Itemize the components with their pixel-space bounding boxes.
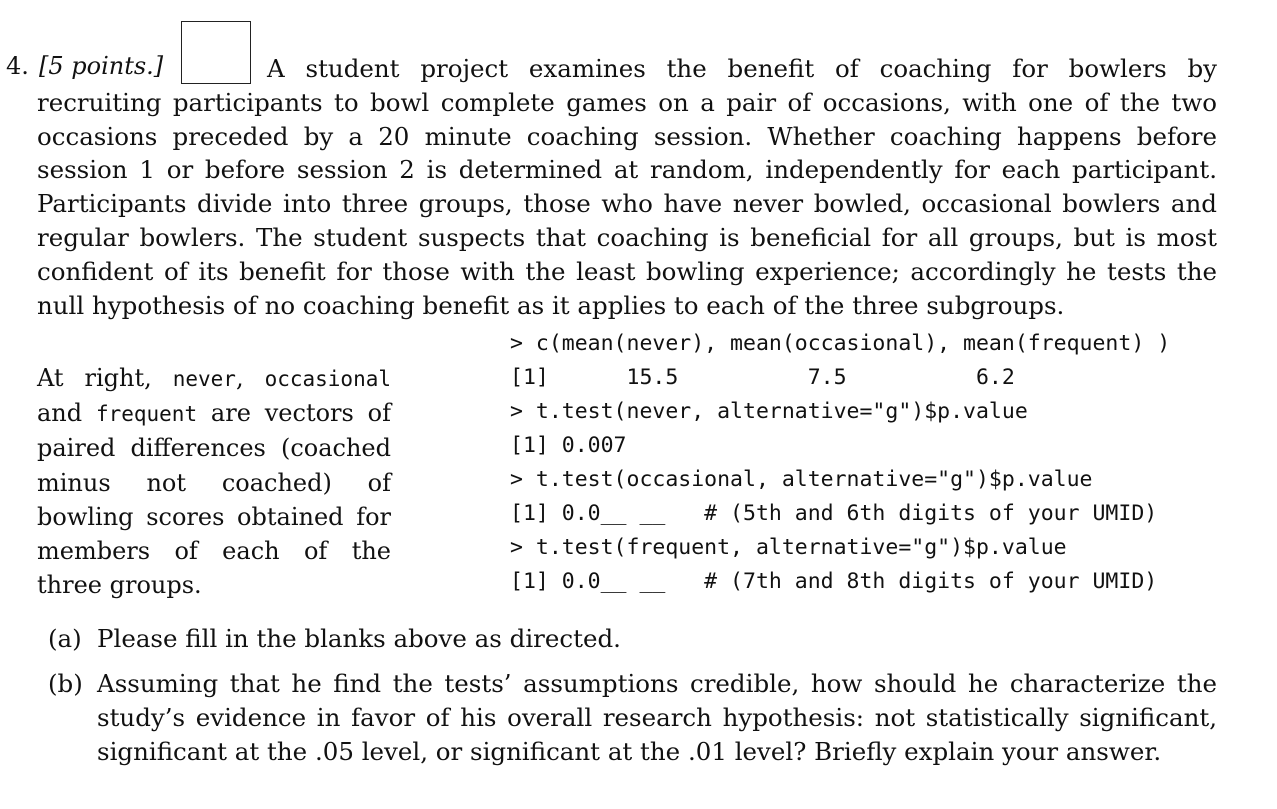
part-b-label: (b) bbox=[48, 669, 83, 698]
side-note bbox=[37, 361, 391, 602]
part-b-text: Assuming that he find the tests’ assumptions credible, how should he characterize the study’s evidence in favor of his overall research hypothesis: not statistically significant, significant at the .05 level, or significant at the .01 level? Briefly explain your answer. bbox=[97, 669, 1217, 766]
side-note-text-1: At right, bbox=[37, 364, 173, 392]
variable-frequent: frequent bbox=[95, 402, 198, 427]
part-a bbox=[48, 622, 1218, 656]
code-line-blank-7-8[interactable]: [1] 0.0__ __ # (7th and 8th digits of your UMID) bbox=[510, 569, 1158, 594]
side-note-text-2: , bbox=[235, 364, 265, 392]
code-line: > c(mean(never), mean(occasional), mean(frequent) ) bbox=[510, 331, 1171, 356]
code-line: [1] 0.007 bbox=[510, 433, 627, 458]
question-number: 4. bbox=[6, 52, 29, 80]
variable-never: never bbox=[172, 367, 236, 391]
code-line: > t.test(frequent, alternative="g")$p.value bbox=[510, 535, 1067, 560]
r-console-output bbox=[510, 327, 1170, 599]
part-a-label: (a) bbox=[48, 624, 82, 653]
question-points: [5 points.] bbox=[39, 52, 164, 80]
code-line-blank-5-6[interactable]: [1] 0.0__ __ # (5th and 6th digits of your UMID) bbox=[510, 501, 1158, 526]
variable-occasional: occasional bbox=[264, 367, 391, 391]
question-prompt-text: A student project examines the benefit of coaching for bowlers by recruiting participants to bowl complete games on a pair of occasions, with one of the two occasions preceded by a 20 minute coaching session. Whether coaching happens before session 1 or before session 2 is determined at random, independently for each participant. Participants divide into three groups, those who have never bowled, occasional bowlers and regular bowlers. The student suspects that coaching is beneficial for all groups, but is most confident of its benefit for those with the least bowling experience; accordingly he tests the null hypothesis of no coaching benefit as it applies to each of the three subgroups. bbox=[37, 54, 1217, 320]
part-b bbox=[48, 667, 1218, 769]
code-line: > t.test(occasional, alternative="g")$p.value bbox=[510, 467, 1093, 492]
code-line: > t.test(never, alternative="g")$p.value bbox=[510, 399, 1028, 424]
code-line: [1] 15.5 7.5 6.2 bbox=[510, 365, 1015, 390]
question-prompt bbox=[37, 52, 1217, 322]
part-a-text: Please fill in the blanks above as directed. bbox=[97, 624, 621, 653]
side-note-text-3: and bbox=[37, 399, 96, 428]
side-note-text-4: are vectors of paired differences (coached minus not coached) of bowling scores obtained for members of each of the three groups. bbox=[37, 399, 391, 600]
